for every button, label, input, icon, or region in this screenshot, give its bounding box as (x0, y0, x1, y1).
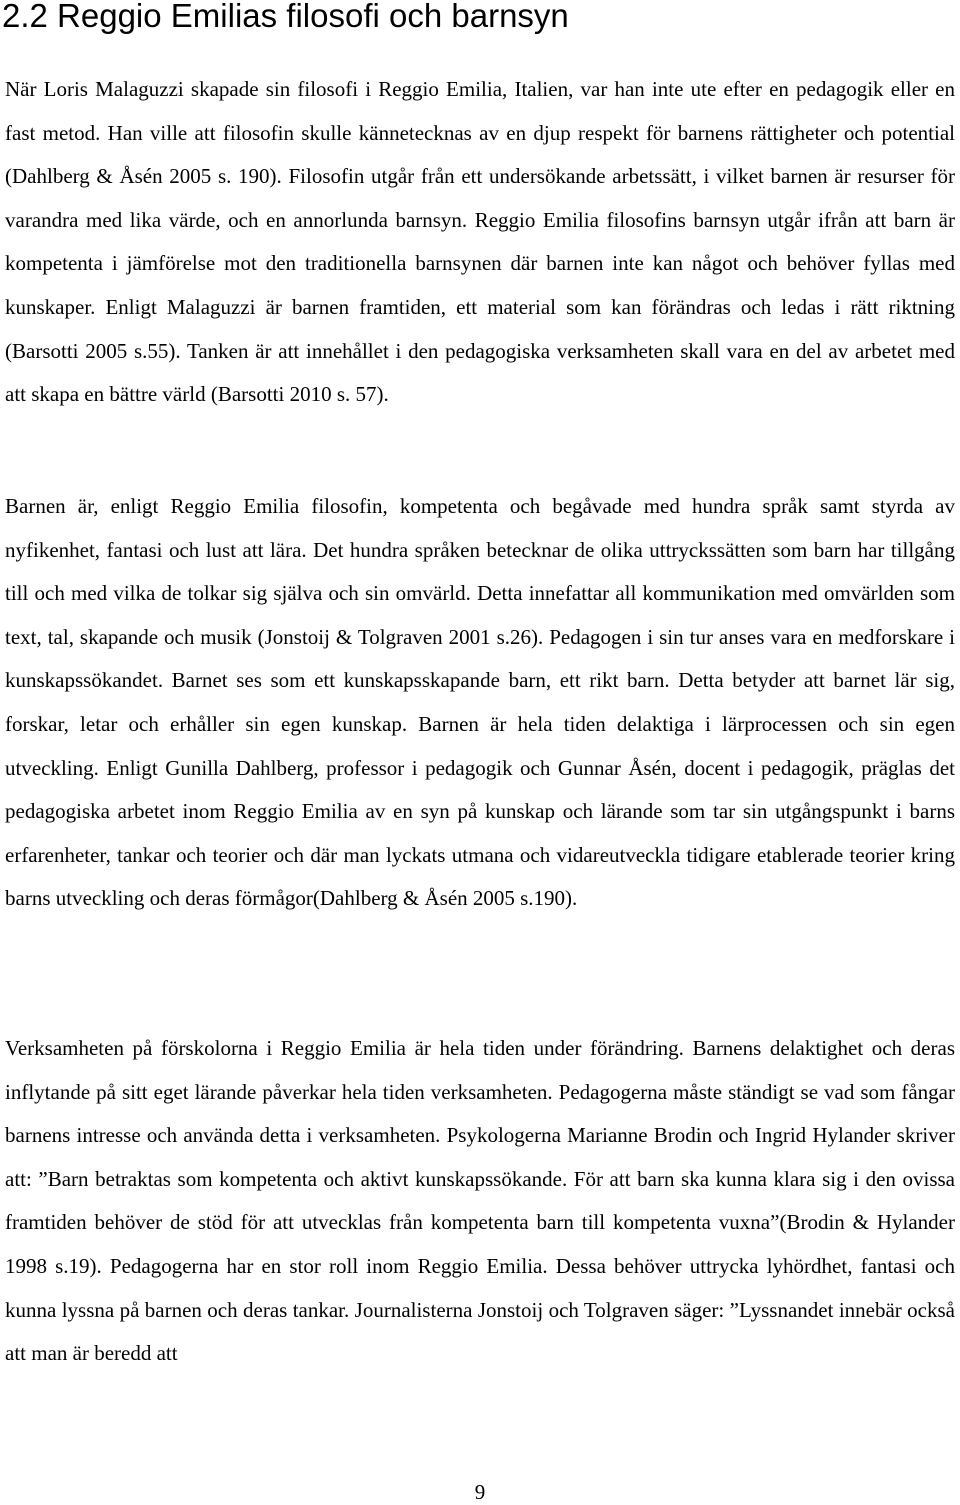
page-number: 9 (474, 1480, 486, 1504)
paragraph-preschool-practice: Verksamheten på förskolorna i Reggio Emilia är hela tiden under förändring. Barnens delaktighet och deras inflytande på sitt eget lärande påverkar hela tiden verksamheten. Pedagogerna måste ständigt se vad som fångar barnens intresse och använda detta i verksamheten. Psykologerna Marianne Brodin och Ingrid Hylander skriver att: ”Barn betraktas som kompetenta och aktivt kunskapssökande. För att barn ska kunna klara sig i den ovissa framtiden behöver de stöd för att utvecklas från kompetenta barn till kompetenta vuxna”(Brodin & Hylander 1998 s.19). Pedagogerna har en stor roll inom Reggio Emilia. Dessa behöver uttrycka lyhördhet, fantasi och kunna lyssna på barnen och deras tankar. Journalisterna Jonstoij och Tolgraven säger: ”Lyssnandet innebär också att man är beredd att (5, 1036, 955, 1366)
section-heading: 2.2 Reggio Emilias filosofi och barnsyn (2, 0, 569, 34)
paragraph-hundred-languages: Barnen är, enligt Reggio Emilia filosofin, kompetenta och begåvade med hundra språk samt styrda av nyfikenhet, fantasi och lust att lära. Det hundra språken betecknar de olika uttryckssätten som barn har tillgång till och med vilka de tolkar sig själva och sin omvärld. Detta innefattar all kommunikation med omvärlden som text, tal, skapande och musik (Jonstoij & Tolgraven 2001 s.26). Pedagogen i sin tur anses vara en medforskare i kunskapssökandet. Barnet ses som ett kunskapsskapande barn, ett rikt barn. Detta betyder att barnet lär sig, forskar, letar och erhåller sin egen kunskap. Barnen är hela tiden delaktiga i lärprocessen och sin egen utveckling. Enligt Gunilla Dahlberg, professor i pedagogik och Gunnar Åsén, docent i pedagogik, präglas det pedagogiska arbetet inom Reggio Emilia av en syn på kunskap och lärande som tar sin utgångspunkt i barns erfarenheter, tankar och teorier och där man lyckats utmana och vidareutveckla tidigare etablerade teorier kring barns utveckling och deras förmågor(Dahlberg & Åsén 2005 s.190). (5, 494, 955, 911)
paragraph-malaguzzi-philosophy: När Loris Malaguzzi skapade sin filosofi i Reggio Emilia, Italien, var han inte ute efter en pedagogik eller en fast metod. Han ville att filosofin skulle kännetecknas av en djup respekt för barnens rättigheter och potential (Dahlberg & Åsén 2005 s. 190). Filosofin utgår från ett undersökande arbetssätt, i vilket barnen är resurser för varandra med lika värde, och en annorlunda barnsyn. Reggio Emilia filosofins barnsyn utgår ifrån att barn är kompetenta i jämförelse mot den traditionella barnsynen där barnen inte kan något och behöver fyllas med kunskaper. Enligt Malaguzzi är barnen framtiden, ett material som kan förändras och ledas i rätt riktning (Barsotti 2005 s.55). Tanken är att innehållet i den pedagogiska verksamheten skall vara en del av arbetet med att skapa en bättre värld (Barsotti 2010 s. 57). (5, 77, 955, 407)
